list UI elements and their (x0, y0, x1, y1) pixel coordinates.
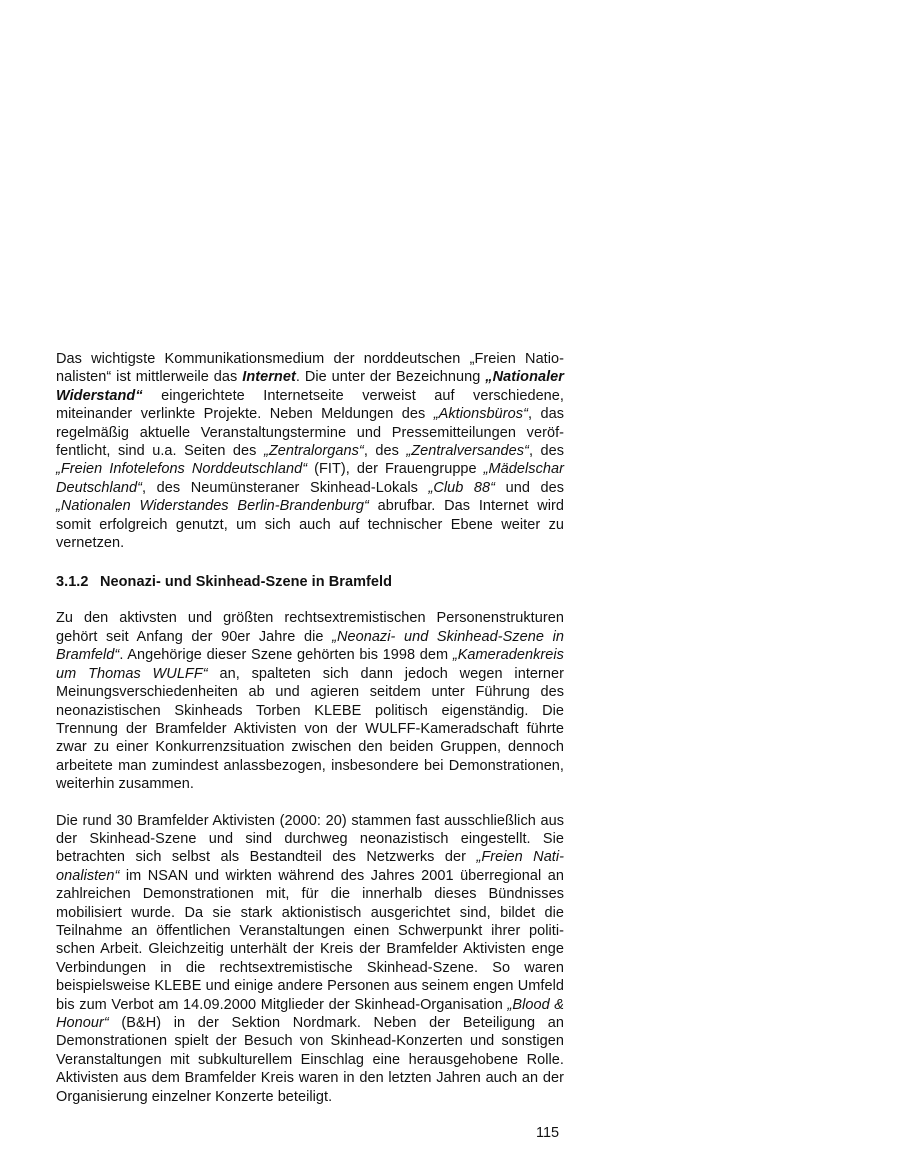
italic-infotelefon: „Freien Infotelefons Norddeutschland“ (56, 461, 308, 478)
italic-kameradenkreis: „Kameradenkreis um Thomas WULFF“ (56, 647, 564, 682)
text-run: abrufbar. Das Internet wird somit erfolgreich genutzt, um sich auch auf technischer Ebene weiter zu vernetzen. (56, 498, 564, 552)
section-number: 3.1.2 (56, 574, 89, 591)
text-run: . Die unter der Bezeichnung (295, 369, 486, 386)
italic-aktionsbueros: „Aktionsbüros“ (433, 406, 528, 423)
paragraph-bramfeld-intro (56, 609, 564, 793)
page-number: 115 (536, 1125, 560, 1141)
emphasis-nationaler-widerstand: „Nationaler Widerstand“ (56, 369, 564, 404)
text-run: Das wichtigste Kommunikationsmedium der norddeutschen „Freien Nationalisten“ ist mittlerweile das (56, 351, 564, 386)
text-run: Die rund 30 Bramfelder Aktivisten (2000: 20) stammen fast ausschließlich aus der Skinhead-Szene und sind durchweg neonazistisch eingestellt. Sie betrachten sich selbst als Bestandteil des Netzwerks der (56, 812, 564, 866)
text-column (56, 350, 564, 1106)
text-run: , des (363, 443, 407, 460)
text-run: , des (528, 443, 565, 460)
italic-freie-nationalisten: „Freien Nationalisten“ (56, 849, 565, 884)
text-run: . Angehörige dieser Szene gehörten bis 1998 dem (119, 647, 453, 664)
text-run: im NSAN und wirkten während des Jahres 2001 überregional an zahlreichen Demonstrationen mit, für die innerhalb dieses Bündnisses mobilisiert wurde. Da sie stark aktionistisch ausgerichtet sind, bildet die Teilnahme an öffentlichen Veranstaltungen einen Schwerpunkt ihrer politischen Arbeit. Gleichzeitig unterhält der Kreis der Bramfelder Aktivisten enge Verbindungen in die rechtsextremistische Skinhead-Szene. So waren beispielsweise KLEBE und einige andere Personen aus seinem engen Umfeld bis zum Verbot am 14.09.2000 Mitglieder der Skinhead-Organisation (56, 867, 564, 1013)
text-run: (B&H) in der Sektion Nordmark. Neben der Beteiligung an Demonstrationen spielt der Besuch von Skinhead-Konzerten und sonstigen Veranstaltungen mit subkulturellem Einschlag eine herausgehobene Rolle. Aktivisten aus dem Bramfelder Kreis waren in den letzten Jahren auch an der Organisierung einzelner Konzerte beteiligt. (56, 1015, 564, 1105)
text-run: , des Neumünsteraner Skinhead-Lokals (142, 479, 429, 496)
text-run: eingerichtete Internetseite verweist auf verschiedene, miteinander verlinkte Projekte. Neben Meldungen des (56, 387, 564, 423)
italic-nationaler-widerstand-berlin: „Nationalen Widerstandes Berlin-Brandenburg“ (56, 498, 369, 515)
section-heading (56, 573, 564, 591)
italic-blood-honour: „Blood & Honour“ (56, 996, 564, 1031)
emphasis-internet: Internet (242, 369, 296, 386)
text-run: an, spalteten sich dann jedoch wegen interner Meinungsverschiedenheiten ab und agieren seitdem unter Führung des neonazistischen Skinheads Torben KLEBE politisch eigenständig. Die Trennung der Bramfelder Aktivisten von der WULFF-Kameradschaft führte zwar zu einer Konkurrenzsituation zwischen den beiden Gruppen, dennoch arbeitete man zumindest anlassbezogen, insbesondere bei Demonstrationen, weiterhin zusammen. (56, 665, 564, 793)
italic-maedelschar: „Mädelschar Deutschland“ (56, 461, 565, 496)
text-run: (FIT), der Frauengruppe (307, 461, 484, 478)
section-title: Neonazi- und Skinhead-Szene in Bramfeld (100, 574, 392, 591)
italic-zentralversandes: „Zentralversandes“ (406, 443, 529, 460)
italic-zentralorgans: „Zentralorgans“ (263, 443, 364, 460)
text-run: , das regelmäßig aktuelle Veranstaltungstermine und Pressemitteilungen veröffentlicht, sind u.a. Seiten des (56, 406, 564, 460)
paragraph-internet (56, 350, 564, 552)
text-run: Zu den aktivsten und größten rechtsextremistischen Personenstrukturen gehört seit Anfang der 90er Jahre die (56, 610, 564, 645)
italic-club-88: „Club 88“ (428, 479, 496, 496)
paragraph-bramfeld-activists (56, 812, 564, 1107)
italic-szene-bramfeld: „Neonazi- und Skinhead-Szene in Bramfeld“ (56, 628, 564, 664)
text-run: und des (495, 479, 565, 496)
